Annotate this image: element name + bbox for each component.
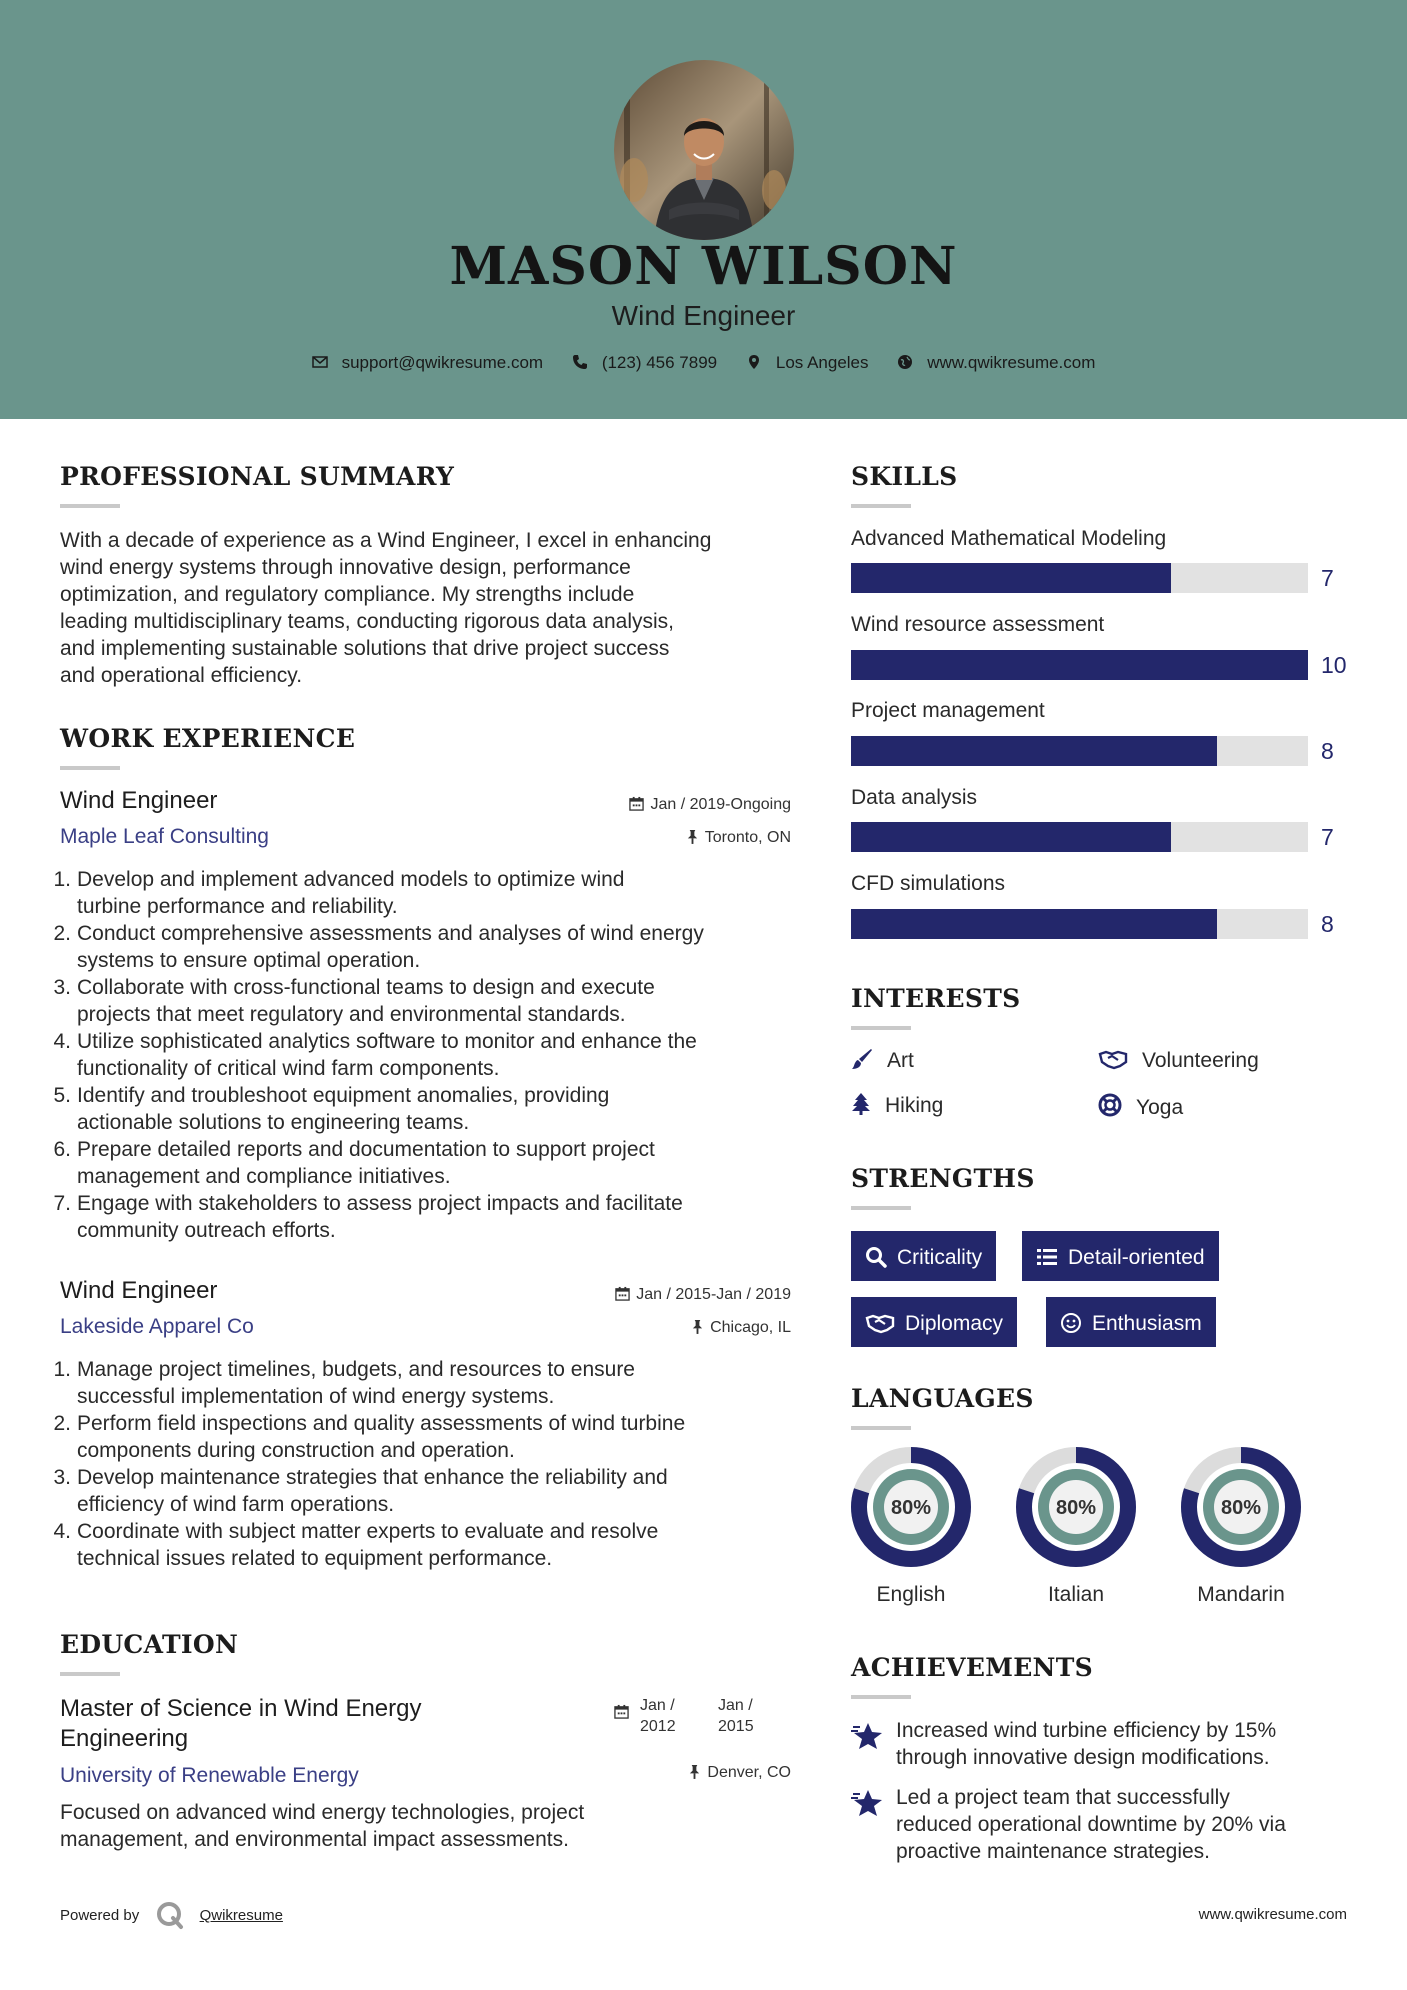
skill-value: 8 [1321,911,1334,937]
strength-label: Diplomacy [905,1312,1004,1335]
language-name: Mandarin [1197,1583,1285,1606]
job-duties-list [53,866,813,1244]
job-title: Wind Engineer [60,787,218,814]
skill-name: Data analysis [851,786,978,809]
skill-bar-fill [851,736,1217,766]
job-location [686,829,791,847]
interest-label: Art [887,1049,914,1072]
list-item: 3. Develop maintenance strategies that enhance the reliability and efficiency of wind farm operations. [53,1466,668,1516]
envelope-icon [312,354,328,370]
education-end-month: Jan / [718,1697,753,1714]
language-ring [1014,1445,1138,1569]
contact-website-text: www.qwikresume.com [927,352,1096,372]
summary-line: and implementing sustainable solutions that drive project success [60,637,670,660]
achievement-line: Increased wind turbine efficiency by 15% [896,1719,1277,1742]
skill-bar-track [851,736,1308,766]
interest-volunteering [1098,1048,1259,1073]
list-item: 4. Coordinate with subject matter experts to evaluate and resolve technical issues related to equipment performance. [53,1520,659,1570]
skills-rule [851,504,911,508]
interests-rule [851,1026,911,1030]
language-percent: 80% [890,1497,932,1519]
skill-bar-fill [851,822,1171,852]
interest-label: Yoga [1136,1096,1184,1119]
footer-website[interactable]: www.qwikresume.com [1198,1906,1347,1923]
language-ring [849,1445,973,1569]
calendar-icon [629,796,644,811]
header-banner [0,0,1407,419]
education-description-line: Focused on advanced wind energy technologies, project [60,1801,585,1824]
summary-line: With a decade of experience as a Wind Engineer, I excel in enhancing [60,529,712,552]
handshake-icon [1098,1048,1128,1070]
education-start [640,1695,676,1737]
skill-value: 8 [1321,738,1334,764]
contact-phone-text: (123) 456 7899 [601,352,718,372]
school-name: University of Renewable Energy [60,1764,359,1787]
job-date-text: Jan / 2019-Ongoing [650,796,791,813]
summary-rule [60,504,120,508]
skill-value: 7 [1321,824,1334,850]
tree-icon [851,1093,871,1115]
achievement-line: reduced operational downtime by 20% via [896,1813,1286,1836]
qwikresume-logo-icon [155,1900,185,1930]
map-marker-icon [746,354,762,370]
pin-icon [686,829,699,844]
strength-badge [1046,1297,1216,1347]
search-icon [865,1246,887,1268]
list-icon [1036,1246,1058,1268]
skill-bar-track [851,822,1308,852]
interest-art [851,1048,914,1073]
list-item: 5. Identify and troubleshoot equipment anomalies, providing actionable solutions to engineering teams. [53,1084,610,1134]
skill-bar-track [851,909,1308,939]
contact-website[interactable] [897,353,1095,373]
strength-badge [1022,1231,1219,1281]
skill-name: Wind resource assessment [851,613,1105,636]
achievement-line: Led a project team that successfully [896,1786,1230,1809]
experience-heading: WORK EXPERIENCE [60,724,356,753]
skill-name: Project management [851,699,1045,722]
paintbrush-icon [851,1048,873,1070]
education-calendar-icon-wrap [614,1704,629,1724]
summary-heading: PROFESSIONAL SUMMARY [60,462,455,491]
skill-bar-track [851,563,1308,593]
summary-line: leading multidisciplinary teams, conducting rigorous data analysis, [60,610,674,633]
candidate-name: MASON WILSON [449,236,958,297]
summary-line: wind energy systems through innovative design, performance [60,556,631,579]
education-heading: EDUCATION [60,1630,239,1659]
job-location-text: Chicago, IL [710,1319,791,1336]
phone-icon [572,354,588,370]
achievements-rule [851,1695,911,1699]
strength-label: Enthusiasm [1092,1312,1202,1335]
interest-yoga [1098,1093,1183,1120]
degree-line: Master of Science in Wind Energy [60,1695,422,1722]
job-location [691,1319,791,1337]
education-description [60,1799,800,1853]
language-name: Italian [1047,1583,1105,1606]
skills-heading: SKILLS [851,462,958,491]
interest-label: Hiking [885,1094,944,1117]
globe-icon [897,354,913,370]
skill-bar-fill [851,650,1308,680]
job-location-text: Toronto, ON [704,829,791,846]
skill-value: 7 [1321,565,1334,591]
education-location-text: Denver, CO [707,1764,791,1781]
language-name: English [876,1583,946,1606]
list-item: 1. Manage project timelines, budgets, and resources to ensure successful implementation of wind energy systems. [53,1358,635,1408]
strength-label: Detail-oriented [1068,1246,1205,1269]
footer-powered-by [60,1900,283,1930]
education-end [718,1695,754,1737]
list-item: 7. Engage with stakeholders to assess project impacts and facilitate community outreach efforts. [53,1192,683,1242]
strength-badge [851,1297,1017,1347]
contact-email[interactable] [312,353,544,373]
contact-phone[interactable] [572,353,717,373]
education-description-line: management, and environmental impact assessments. [60,1828,569,1851]
list-item: 4. Utilize sophisticated analytics software to monitor and enhance the functionality of critical wind farm components. [53,1030,697,1080]
interest-label: Volunteering [1142,1049,1259,1072]
degree-line: Engineering [60,1725,189,1752]
star-icon [851,1721,885,1751]
pin-icon [688,1764,701,1779]
achievement-item [851,1717,1351,1771]
achievements-heading: ACHIEVEMENTS [851,1653,1093,1682]
profile-photo [614,60,794,240]
skill-value: 10 [1321,652,1347,678]
summary-text [60,527,800,689]
skill-name: CFD simulations [851,872,1006,895]
strength-badge [851,1231,996,1281]
calendar-icon [615,1286,630,1301]
degree-title [60,1694,422,1754]
education-start-year: 2012 [640,1718,676,1735]
summary-line: optimization, and regulatory compliance. My strengths include [60,583,635,606]
list-item: 2. Perform field inspections and quality assessments of wind turbine components during construction and operation. [53,1412,686,1462]
interest-hiking [851,1093,943,1118]
handshake-icon [865,1312,895,1334]
company-name: Maple Leaf Consulting [60,825,269,848]
achievement-line: through innovative design modifications. [896,1746,1270,1769]
language-ring [1179,1445,1303,1569]
experience-rule [60,766,120,770]
language-item [1014,1445,1138,1607]
education-rule [60,1672,120,1676]
job-date [629,796,791,814]
skill-bar-track [851,650,1308,680]
contact-location [746,353,869,373]
achievement-item [851,1784,1351,1865]
star-icon [851,1788,885,1818]
calendar-icon [614,1704,629,1719]
pin-icon [691,1319,704,1334]
candidate-role: Wind Engineer [611,300,796,331]
achievement-line: proactive maintenance strategies. [896,1840,1211,1863]
summary-line: and operational efficiency. [60,664,303,687]
languages-rule [851,1426,911,1430]
language-percent: 80% [1055,1497,1097,1519]
skill-bar-fill [851,563,1171,593]
job-title: Wind Engineer [60,1277,218,1304]
language-percent: 80% [1220,1497,1262,1519]
list-item: 2. Conduct comprehensive assessments and analyses of wind energy systems to ensure optimal operation. [53,922,704,972]
skill-name: Advanced Mathematical Modeling [851,527,1167,550]
strengths-heading: STRENGTHS [851,1164,1035,1193]
list-item: 1. Develop and implement advanced models to optimize wind turbine performance and reliability. [53,868,625,918]
lifering-icon [1098,1093,1122,1117]
contact-bar [0,352,1407,373]
list-item: 6. Prepare detailed reports and documentation to support project management and compliance initiatives. [53,1138,655,1188]
powered-by-label: Powered by [60,1907,140,1924]
job-date [615,1286,791,1304]
education-location [688,1764,791,1782]
education-start-month: Jan / [640,1697,675,1714]
company-name: Lakeside Apparel Co [60,1315,254,1338]
contact-location-text: Los Angeles [775,352,869,372]
strength-label: Criticality [897,1246,983,1269]
smile-icon [1060,1312,1082,1334]
interests-heading: INTERESTS [851,984,1021,1013]
qwikresume-link[interactable]: Qwikresume [199,1907,283,1924]
job-duties-list [53,1356,813,1572]
skill-bar-fill [851,909,1217,939]
list-item: 3. Collaborate with cross-functional teams to design and execute projects that meet regulatory and environmental standards. [53,976,655,1026]
education-end-year: 2015 [718,1718,754,1735]
language-item [849,1445,973,1607]
job-date-text: Jan / 2015-Jan / 2019 [636,1286,791,1303]
languages-heading: LANGUAGES [851,1384,1034,1413]
language-item [1179,1445,1303,1607]
strengths-rule [851,1206,911,1210]
contact-email-text: support@qwikresume.com [341,352,544,372]
